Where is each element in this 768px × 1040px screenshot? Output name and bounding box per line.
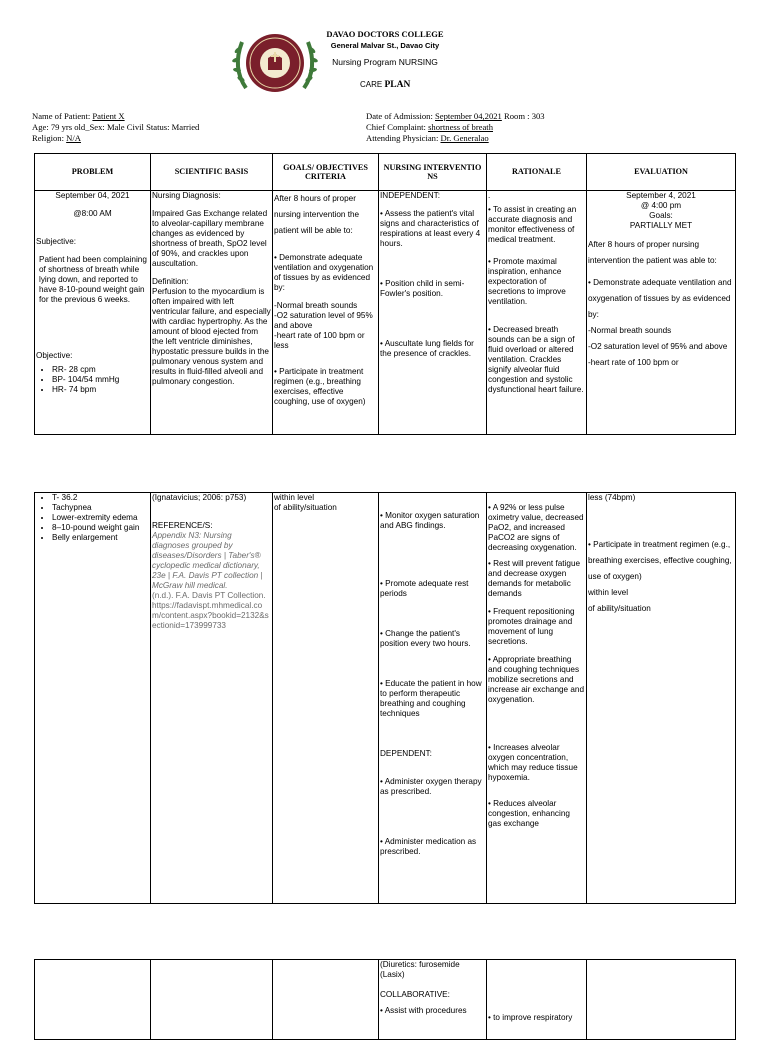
table-row	[35, 493, 736, 904]
problem-time: @8:00 AM	[73, 209, 112, 218]
rationale-8: • Increases alveolar oxygen concentration, which may reduce tissue hypoxemia.	[488, 743, 578, 782]
collaborative-label: COLLABORATIVE:	[380, 990, 450, 999]
goals-intro: After 8 hours of proper nursing intervention the patient will be able to:	[274, 194, 360, 235]
header-interventions: NURSING INTERVENTIO NS	[379, 154, 487, 191]
admission-value: September 04,2021	[435, 111, 502, 121]
evaluation-4: within level	[588, 588, 629, 597]
rationale-4: • A 92% or less pulse oximetry value, decreased PaO2, and increased PaCO2 are signs of decreasing oxygenation.	[488, 503, 584, 552]
religion-label: Religion:	[32, 133, 64, 143]
intervention-10: (Diuretics: furosemide (Lasix)	[380, 960, 460, 979]
evaluation-status: PARTIALLY MET	[629, 221, 693, 230]
list-item: • 8–10-pound weight gain	[52, 523, 149, 533]
list-item: • T- 36.2	[52, 493, 149, 503]
admission-label: Date of Admission:	[366, 111, 433, 121]
table-row	[35, 191, 736, 435]
subjective-label: Subjective:	[36, 237, 77, 246]
list-item: • HR- 74 bpm	[52, 385, 149, 395]
dependent-label: DEPENDENT:	[380, 749, 432, 758]
list-item: • Belly enlargement	[52, 533, 149, 543]
list-item: • BP- 104/54 mmHg	[52, 375, 149, 385]
table-header-row	[35, 154, 736, 191]
intervention-2: • Position child in semi-Fowler's position.	[380, 279, 465, 298]
goals-cell	[273, 960, 379, 1040]
rationale-cell	[487, 191, 587, 435]
objective-label: Objective:	[36, 351, 73, 360]
evaluation-intro: After 8 hours of proper nursing intervention the patient was able to:	[588, 240, 717, 265]
goal-1a: -Normal breath sounds	[274, 301, 358, 310]
goal-2: • Participate in treatment regimen (e.g., breathing exercises, effective coughing, use of oxygen)	[274, 367, 366, 406]
goal-1c: -heart rate of 100 bpm or less	[274, 331, 365, 350]
intervention-4: • Monitor oxygen saturation and ABG findings.	[380, 511, 480, 530]
references-label: REFERENCE/S:	[152, 521, 213, 530]
evaluation-cell	[587, 191, 736, 435]
goal-continued-2: of ability/situation	[274, 503, 337, 512]
religion-value: N/A	[66, 133, 81, 143]
diagnosis-label: Nursing Diagnosis:	[152, 191, 221, 200]
goals-cell	[273, 191, 379, 435]
admission-row	[366, 111, 746, 122]
evaluation-cell	[587, 960, 736, 1040]
evaluation-time: @ 4:00 pm	[640, 201, 682, 210]
table-row	[35, 960, 736, 1040]
evaluation-3: • Participate in treatment regimen (e.g., breathing exercises, effective coughing, use of oxygen)	[588, 540, 732, 581]
rationale-3: • Decreased breath sounds can be a sign of fluid overload or altered ventilation. Crackles signify alveolar fluid congestion and systolic dysfunctional heart failure.	[488, 325, 584, 394]
intervention-8: • Administer oxygen therapy as prescribed.	[380, 777, 482, 796]
goal-continued-1: within level	[274, 493, 315, 502]
diagnosis-text: Impaired Gas Exchange related to alveolar-capillary membrane changes as evidenced by shortness of breath, SpO2 level of 90%, and crackles upon auscultation.	[152, 209, 268, 268]
objective-list	[36, 365, 149, 395]
room-number: Room : 303	[504, 111, 545, 121]
subjective-text: Patient had been complaining of shortness of breath while lying down, and reported to have 8-10-pound weight gain for the previous 6 weeks.	[39, 255, 147, 304]
header-scientific-basis: SCIENTIFIC BASIS	[151, 154, 273, 191]
problem-date: September 04, 2021	[55, 191, 130, 200]
evaluation-1: • Demonstrate adequate ventilation and oxygenation of tissues by as evidenced by:	[588, 278, 732, 319]
independent-label: INDEPENDENT:	[380, 191, 441, 200]
header-goals: GOALS/ OBJECTIVES CRITERIA	[273, 154, 379, 191]
patient-name-row	[32, 111, 352, 122]
physician-row	[366, 133, 746, 144]
list-item: • RR- 28 cpm	[52, 365, 149, 375]
patient-religion-row	[32, 133, 352, 144]
interventions-cell	[379, 960, 487, 1040]
complaint-row	[366, 122, 746, 133]
definition-text: Perfusion to the myocardium is often impaired with left ventricular failure, and especially with cardiac hypertrophy. As the amount of blood ejected from the left ventricle diminishes, hypostatic pressure builds in the pulmonary venous system and results in fluid-filled alveoli and pulmonary congestion.	[152, 287, 271, 386]
patient-info-right	[366, 111, 746, 144]
care-plan-title	[360, 80, 410, 90]
rationale-dot: .	[488, 191, 491, 200]
rationale-cell	[487, 960, 587, 1040]
program-name: Nursing Program NURSING	[332, 57, 438, 67]
basis-cell	[151, 191, 273, 435]
care-label: CARE	[360, 80, 383, 89]
care-plan-table-page3	[34, 959, 736, 1040]
header-problem: PROBLEM	[35, 154, 151, 191]
physician-value: Dr. Generalao	[440, 133, 489, 143]
rationale-cell	[487, 493, 587, 904]
header-evaluation: EVALUATION	[587, 154, 736, 191]
goal-1b: -O2 saturation level of 95% and above	[274, 311, 373, 330]
citation: (Ignatavicius; 2006: p753)	[152, 493, 247, 502]
rationale-5: • Rest will prevent fatigue and decrease oxygen demands for metabolic demands	[488, 559, 581, 598]
college-address: General Malvar St., Davao City	[330, 41, 440, 50]
goal-1: • Demonstrate adequate ventilation and oxygenation of tissues by as evidenced by:	[274, 253, 374, 292]
rationale-9: • Reduces alveolar congestion, enhancing gas exchange	[488, 799, 570, 828]
reference-plain: (n.d.). F.A. Davis PT Collection. https://fadavispt.mhmedical.com/content.aspx?bookid=2132&sectionid=173999733	[152, 591, 269, 630]
intervention-6: • Change the patient's position every two hours.	[380, 629, 471, 648]
patient-info-left	[32, 111, 352, 144]
intervention-9: • Administer medication as prescribed.	[380, 837, 477, 856]
header-rationale: RATIONALE	[487, 154, 587, 191]
intervention-1: • Assess the patient's vital signs and characteristics of respirations at least every 4 hours.	[380, 209, 481, 248]
interventions-cell	[379, 493, 487, 904]
problem-cell	[35, 960, 151, 1040]
list-item: • Tachypnea	[52, 503, 149, 513]
rationale-7: • Appropriate breathing and coughing techniques mobilize secretions and increase air exchange and oxygenation.	[488, 655, 585, 704]
patient-name-label: Name of Patient:	[32, 111, 91, 121]
rationale-1: • To assist in creating an accurate diagnosis and monitor effectiveness of medical treatment.	[488, 205, 577, 244]
evaluation-1a: -Normal breath sounds	[588, 326, 672, 335]
problem-list	[36, 493, 149, 543]
rationale-2: • Promote maximal inspiration, enhance expectoration of secretions to improve ventilation.	[488, 257, 566, 306]
list-item: • Lower-extremity edema	[52, 513, 149, 523]
intervention-5: • Promote adequate rest periods	[380, 579, 469, 598]
patient-age-row: Age: 79 yrs old_Sex: Male Civil Status: Married	[32, 122, 200, 132]
care-plan-table-page2	[34, 492, 736, 904]
intervention-7: • Educate the patient in how to perform therapeutic breathing and coughing techniques	[380, 679, 482, 718]
goals-cell	[273, 493, 379, 904]
basis-cell	[151, 960, 273, 1040]
evaluation-date: September 4, 2021	[626, 191, 696, 200]
college-name: DAVAO DOCTORS COLLEGE	[326, 29, 444, 39]
reference-italic: Appendix N3: Nursing diagnoses grouped by diseases/Disorders | Taber's® cyclopedic medical dictionary, 23e | F.A. Davis PT collection | McGraw hill medical.	[152, 531, 263, 590]
intervention-3: • Auscultate lung fields for the presence of crackles.	[380, 339, 474, 358]
intervention-11: • Assist with procedures	[380, 1006, 467, 1015]
rationale-10: • to improve respiratory	[488, 1013, 573, 1022]
evaluation-1b: -O2 saturation level of 95% and above	[588, 342, 728, 351]
evaluation-goals-label: Goals:	[649, 211, 673, 220]
evaluation-5: of ability/situation	[588, 604, 651, 613]
evaluation-cell	[587, 493, 736, 904]
problem-cell	[35, 493, 151, 904]
care-plan-table-page1	[34, 153, 736, 435]
definition-label: Definition:	[152, 277, 189, 286]
evaluation-1c: -heart rate of 100 bpm or	[588, 358, 679, 367]
physician-label: Attending Physician:	[366, 133, 439, 143]
complaint-value: shortness of breath	[428, 122, 493, 132]
evaluation-2: less (74bpm)	[588, 493, 636, 502]
complaint-label: Chief Complaint:	[366, 122, 426, 132]
rationale-6: • Frequent repositioning promotes drainage and movement of lung secretions.	[488, 607, 575, 646]
basis-cell	[151, 493, 273, 904]
interventions-cell	[379, 191, 487, 435]
problem-cell	[35, 191, 151, 435]
patient-name-value: Patient X	[92, 111, 125, 121]
plan-label: PLAN	[384, 80, 411, 90]
